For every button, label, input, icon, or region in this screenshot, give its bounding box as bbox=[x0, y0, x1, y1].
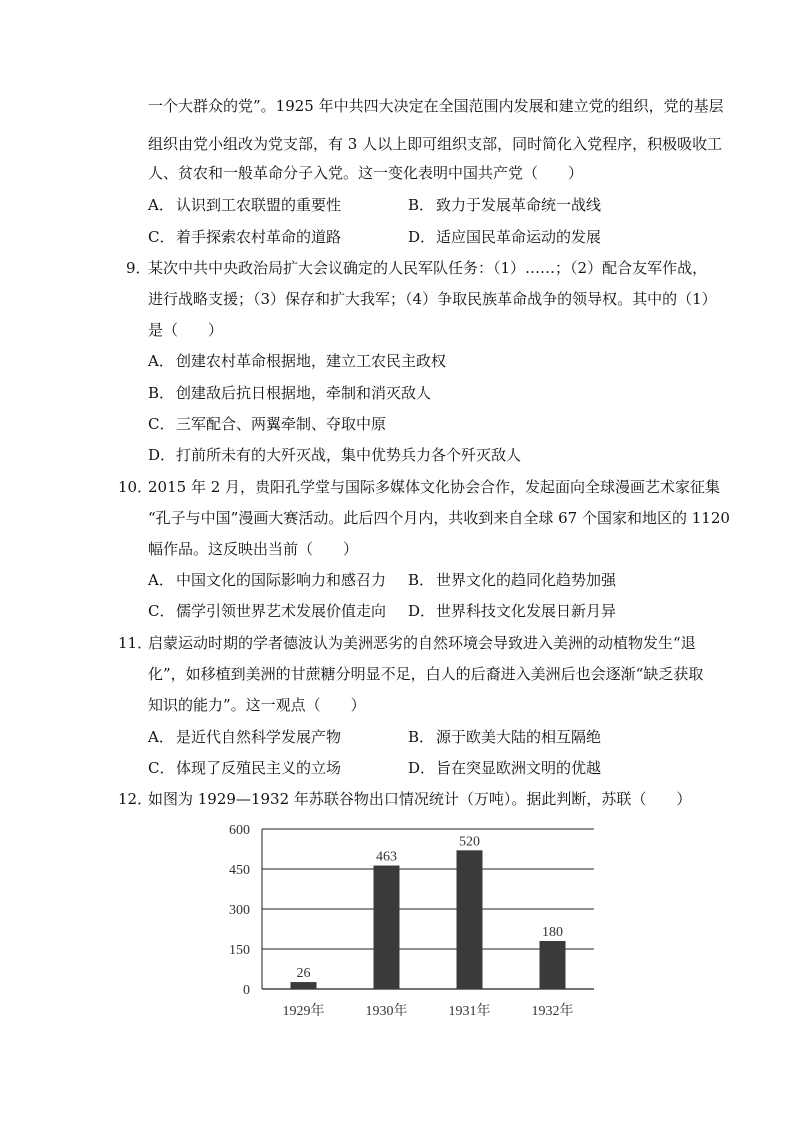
grain-export-bar-chart bbox=[222, 815, 612, 1025]
q11-option-d-text: 旨在突显欧洲文明的优越 bbox=[436, 759, 602, 777]
q10-stem-line-2: “孔子与中国”漫画大赛活动。此后四个月内，共收到来自全球 67 个国家和地区的 1120 bbox=[148, 509, 730, 527]
data-label: 26 bbox=[296, 966, 311, 982]
q8-option-c-label: C． bbox=[148, 228, 175, 246]
q11-number: 11． bbox=[118, 634, 153, 652]
q9-stem-line-2: 进行战略支援；（3）保存和扩大我军；（4）争取民族革命战争的领导权。其中的（1） bbox=[148, 290, 717, 308]
bar-1931年 bbox=[457, 850, 483, 989]
x-tick-label: 1932年 bbox=[531, 1004, 574, 1019]
data-label: 180 bbox=[542, 925, 563, 940]
q11-option-c-text: 体现了反殖民主义的立场 bbox=[176, 759, 342, 777]
q11-option-b-label: B． bbox=[408, 728, 435, 746]
q8-option-c-text: 着手探索农村革命的道路 bbox=[176, 228, 342, 246]
q9-option-b-label: B． bbox=[148, 384, 175, 402]
y-tick-label: 150 bbox=[229, 943, 250, 958]
q11-option-d-label: D． bbox=[408, 759, 436, 777]
q11-stem-line-1: 启蒙运动时期的学者德波认为美洲恶劣的自然环境会导致进入美洲的动植物发生“退 bbox=[148, 634, 696, 652]
q8-option-a-label: A． bbox=[148, 196, 174, 214]
q8-option-d-text: 适应国民革命运动的发展 bbox=[436, 228, 602, 246]
q8-option-d-label: D． bbox=[408, 228, 436, 246]
q10-option-d-label: D． bbox=[408, 602, 436, 620]
q9-option-c-label: C． bbox=[148, 415, 175, 433]
q11-option-b-text: 源于欧美大陆的相互隔绝 bbox=[436, 728, 602, 746]
q9-option-a-text: 创建农村革命根据地，建立工农民主政权 bbox=[176, 352, 447, 370]
q10-stem-line-1: 2015 年 2 月，贵阳孔学堂与国际多媒体文化协会合作，发起面向全球漫画艺术家征集 bbox=[148, 478, 721, 496]
q9-option-d-label: D． bbox=[148, 446, 176, 464]
q11-stem-line-2: 化”，如移植到美洲的甘蔗糖分明显不足，白人的后裔进入美洲后也会逐渐“缺乏获取 bbox=[148, 665, 704, 683]
q9-option-b-text: 创建敌后抗日根据地，牵制和消灭敌人 bbox=[176, 384, 432, 402]
q9-stem-line-1: 某次中共中央政治局扩大会议确定的人民军队任务：（1）……；（2）配合友军作战， bbox=[148, 259, 708, 277]
q9-option-d-text: 打前所未有的大歼灭战，集中优势兵力各个歼灭敌人 bbox=[176, 446, 522, 464]
data-label: 520 bbox=[459, 834, 480, 850]
q11-option-a-text: 是近代自然科学发展产物 bbox=[176, 728, 342, 746]
q8-stem-line-2: 组织由党小组改为党支部，有 3 人以上即可组织支部，同时简化入党程序，积极吸收工 bbox=[148, 135, 723, 153]
y-tick-label: 300 bbox=[229, 903, 250, 918]
q8-option-b-text: 致力于发展革命统一战线 bbox=[436, 196, 602, 214]
q8-stem-line-3: 人、贫农和一般革命分子入党。这一变化表明中国共产党（ ） bbox=[148, 164, 584, 182]
y-tick-label: 0 bbox=[243, 983, 250, 998]
q10-stem-line-3: 幅作品。这反映出当前（ ） bbox=[148, 540, 359, 558]
y-tick-label: 450 bbox=[229, 863, 250, 878]
q9-option-c-text: 三军配合、两翼牵制、夺取中原 bbox=[176, 415, 387, 433]
q9-number: 9． bbox=[126, 259, 151, 277]
bar-1932年 bbox=[540, 941, 566, 989]
q8-option-b-label: B． bbox=[408, 196, 435, 214]
q10-option-d-text: 世界科技文化发展日新月异 bbox=[436, 602, 617, 620]
q10-option-b-label: B． bbox=[408, 571, 435, 589]
q10-number: 10． bbox=[118, 478, 153, 496]
q11-stem-line-3: 知识的能力”。这一观点（ ） bbox=[148, 696, 366, 714]
q10-option-b-text: 世界文化的趋同化趋势加强 bbox=[436, 571, 617, 589]
q9-stem-line-3: 是（ ） bbox=[148, 321, 224, 339]
bar-1930年 bbox=[374, 866, 400, 989]
y-tick-label: 600 bbox=[229, 823, 250, 838]
x-tick-label: 1931年 bbox=[448, 1004, 491, 1019]
q12-number: 12． bbox=[118, 790, 153, 808]
q11-option-c-label: C． bbox=[148, 759, 175, 777]
q10-option-c-text: 儒学引领世界艺术发展价值走向 bbox=[176, 602, 387, 620]
q9-option-a-label: A． bbox=[148, 352, 174, 370]
q12-stem: 如图为 1929—1932 年苏联谷物出口情况统计（万吨）。据此判断，苏联（ ） bbox=[148, 790, 692, 808]
bar-1929年 bbox=[291, 982, 317, 989]
q10-option-c-label: C． bbox=[148, 602, 175, 620]
x-tick-label: 1929年 bbox=[282, 1004, 325, 1019]
q11-option-a-label: A． bbox=[148, 728, 174, 746]
x-tick-label: 1930年 bbox=[365, 1004, 408, 1019]
q10-option-a-label: A． bbox=[148, 571, 174, 589]
data-label: 463 bbox=[376, 849, 397, 865]
q8-option-a-text: 认识到工农联盟的重要性 bbox=[176, 196, 342, 214]
q8-stem-line-1: 一个大群众的党”。1925 年中共四大决定在全国范围内发展和建立党的组织，党的基层 bbox=[148, 97, 724, 115]
q10-option-a-text: 中国文化的国际影响力和感召力 bbox=[176, 571, 387, 589]
